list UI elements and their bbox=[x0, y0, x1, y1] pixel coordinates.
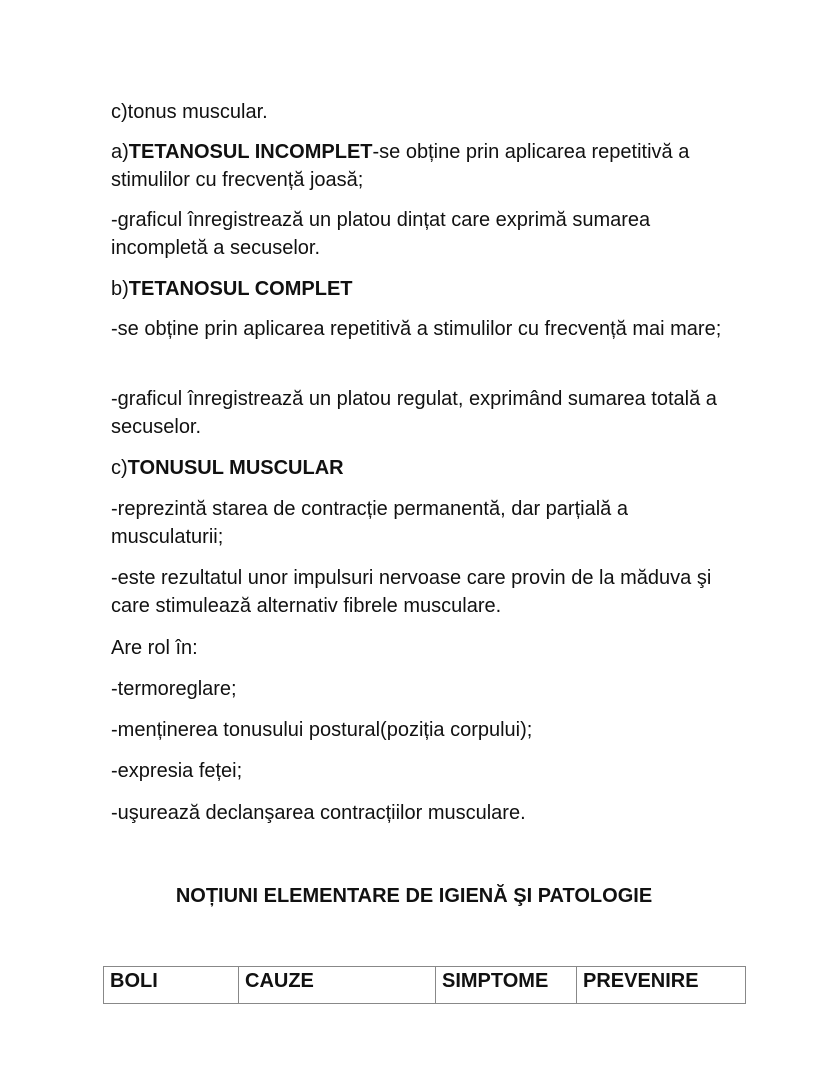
paragraph bbox=[111, 799, 741, 827]
header-cell-boli: BOLI bbox=[104, 967, 239, 1004]
table-header-row bbox=[104, 967, 746, 1004]
paragraph bbox=[111, 138, 741, 194]
paragraph bbox=[111, 564, 741, 620]
paragraph-text: -expresia feței; bbox=[111, 760, 243, 782]
paragraph-text: -graficul înregistrează un platou regulat, exprimând sumarea totală a secuselor. bbox=[111, 388, 717, 438]
header-cell-prevenire: PREVENIRE bbox=[577, 967, 746, 1004]
paragraph-text: a) bbox=[111, 141, 129, 163]
paragraph-text: -graficul înregistrează un platou dințat care exprimă sumarea incompletă a secuselor. bbox=[111, 209, 651, 259]
paragraph bbox=[111, 454, 741, 482]
paragraph-heading: TETANOSUL COMPLET bbox=[128, 278, 353, 300]
section-title: NOȚIUNI ELEMENTARE DE IGIENĂ ŞI PATOLOGIE bbox=[175, 885, 653, 907]
header-cell-cauze: CAUZE bbox=[239, 967, 436, 1004]
paragraph bbox=[111, 385, 741, 441]
paragraph-text: -uşurează declanşarea contracțiilor musculare. bbox=[111, 802, 526, 824]
paragraph bbox=[111, 206, 741, 262]
paragraph-text: b) bbox=[111, 278, 129, 300]
paragraph-text: c) bbox=[111, 457, 128, 479]
paragraph bbox=[111, 716, 741, 744]
paragraph-text: -menținerea tonusului postural(poziția corpului); bbox=[111, 719, 533, 741]
paragraph bbox=[111, 275, 741, 303]
paragraph-text: -se obține prin aplicarea repetitivă a stimulilor cu frecvență mai mare; bbox=[111, 318, 722, 340]
paragraph-heading: TONUSUL MUSCULAR bbox=[127, 457, 344, 479]
paragraph-text: -este rezultatul unor impulsuri nervoase care provin de la măduva şi care stimulează alternativ fibrele musculare. bbox=[111, 567, 712, 617]
paragraph-text: c)tonus muscular. bbox=[111, 101, 268, 123]
paragraph-text: -se obține prin aplicarea repetitivă a stimulilor cu frecvență joasă; bbox=[111, 141, 690, 191]
paragraph bbox=[111, 757, 741, 785]
paragraph-text: -termoreglare; bbox=[111, 678, 237, 700]
paragraph-text: Are rol în: bbox=[111, 637, 198, 659]
paragraph bbox=[111, 634, 741, 662]
paragraph bbox=[111, 495, 741, 551]
paragraph bbox=[111, 98, 741, 126]
paragraph-heading: TETANOSUL INCOMPLET bbox=[128, 141, 373, 163]
paragraph bbox=[111, 315, 741, 343]
paragraph bbox=[111, 675, 741, 703]
header-cell-simptome: SIMPTOME bbox=[436, 967, 577, 1004]
paragraph-text: -reprezintă starea de contracție permanentă, dar parțială a musculaturii; bbox=[111, 498, 628, 548]
diseases-table bbox=[103, 966, 746, 1004]
